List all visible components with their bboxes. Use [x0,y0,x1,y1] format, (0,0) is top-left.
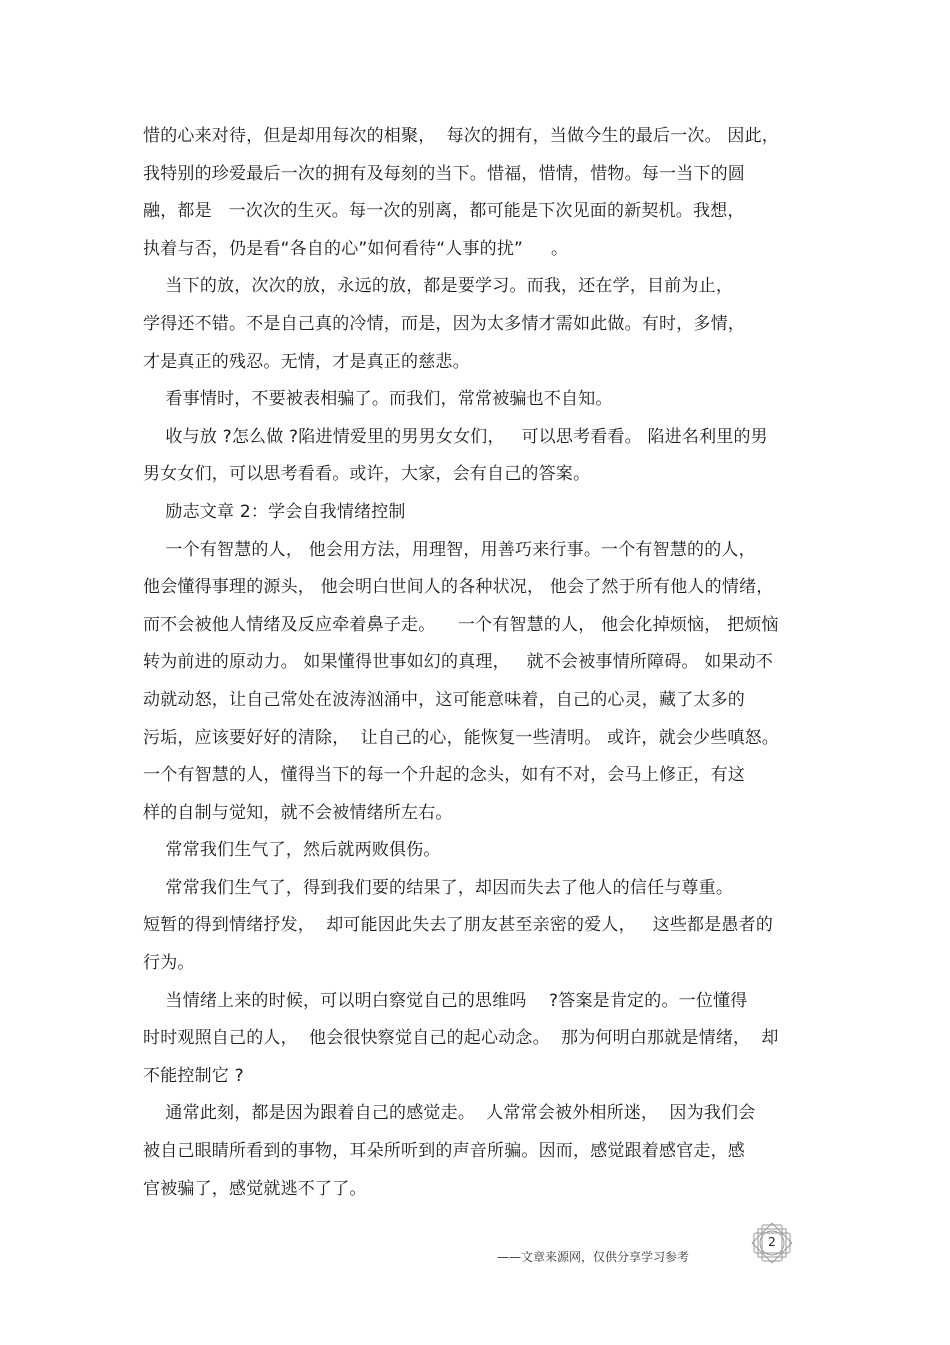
text-line: 当情绪上来的时候，可以明白察觉自己的思维吗 ?答案是肯定的。一位懂得 [143,990,748,1011]
text-line: 才是真正的残忍。无情，才是真正的慈悲。 [143,351,470,372]
page-number: 2 [768,1235,776,1249]
text-line: 而不会被他人情绪及反应牵着鼻子走。 一个有智慧的人， 他会化掉烦恼， 把烦恼 [143,614,779,635]
text-line: 一个有智慧的人， 他会用方法，用理智，用善巧来行事。一个有智慧的的人， [143,539,756,560]
text-line: 惜的心来对待，但是却用每次的相聚， 每次的拥有，当做今生的最后一次。 因此， [143,126,780,146]
text-line: 常常我们生气了，得到我们要的结果了，却因而失去了他人的信任与尊重。 [143,877,734,898]
text-line: 不能控制它 ? [143,1065,244,1086]
text-line: 被自己眼睛所看到的事物，耳朵所听到的声音所骗。因而，感觉跟着感官走，感 [143,1141,745,1162]
text-line: 行为。 [143,953,195,974]
text-line: 学得还不错。不是自己真的冷情，而是，因为太多情才需如此做。有时，多情， [143,313,745,334]
text-line: 执着与否，仍是看“各自的心”如何看待“人事的扰” 。 [143,238,569,259]
text-line: 动就动怒，让自己常处在波涛汹涌中，这可能意味着，自己的心灵，藏了太多的 [143,689,745,710]
text-line: 通常此刻，都是因为跟着自己的感觉走。 人常常会被外相所迷， 因为我们会 [143,1103,756,1124]
article-body [143,118,823,1208]
text-line: 看事情时，不要被表相骗了。而我们，常常被骗也不自知。 [143,389,613,410]
text-line: 当下的放，次次的放，永远的放，都是要学习。而我，还在学，目前为止， [143,276,734,297]
text-line: 收与放 ?怎么做 ?陷进情爱里的男男女女们， 可以思考看看。 陷进名利里的男 [143,426,768,447]
text-line: 我特别的珍爱最后一次的拥有及每刻的当下。惜福，惜情，惜物。每一当下的圆 [143,163,745,184]
text-line: 常常我们生气了，然后就两败俱伤。 [143,840,441,861]
text-line: 他会懂得事理的源头， 他会明白世间人的各种状况， 他会了然于所有他人的情绪， [143,577,774,598]
page-number-badge [748,1219,796,1267]
text-line: 时时观照自己的人， 他会很快察觉自己的起心动念。 那为何明白那就是情绪， 却 [143,1028,779,1049]
text-line: 样的自制与觉知，就不会被情绪所左右。 [143,802,453,823]
text-line: 转为前进的原动力。 如果懂得世事如幻的真理， 就不会被事情所障碍。 如果动不 [143,652,774,673]
text-line: 官被骗了，感觉就逃不了了。 [143,1178,367,1199]
source-note: ——文章来源网，仅供分享学习参考 [497,1250,690,1264]
text-line: 男女女们，可以思考看看。或许，大家，会有自己的答案。 [143,464,591,485]
text-line: 融，都是 一次次的生灭。每一次的别离，都可能是下次见面的新契机。我想， [143,201,745,222]
text-line: 污垢，应该要好好的清除， 让自己的心，能恢复一些清明。 或许，就会少些嗔怒。 [143,727,780,748]
text-line: 励志文章 2：学会自我情绪控制 [143,501,406,522]
text-line: 短暂的得到情绪抒发， 却可能因此失去了朋友甚至亲密的爱人， 这些都是愚者的 [143,915,774,936]
text-line: 一个有智慧的人，懂得当下的每一个升起的念头，如有不对，会马上修正，有这 [143,765,745,786]
